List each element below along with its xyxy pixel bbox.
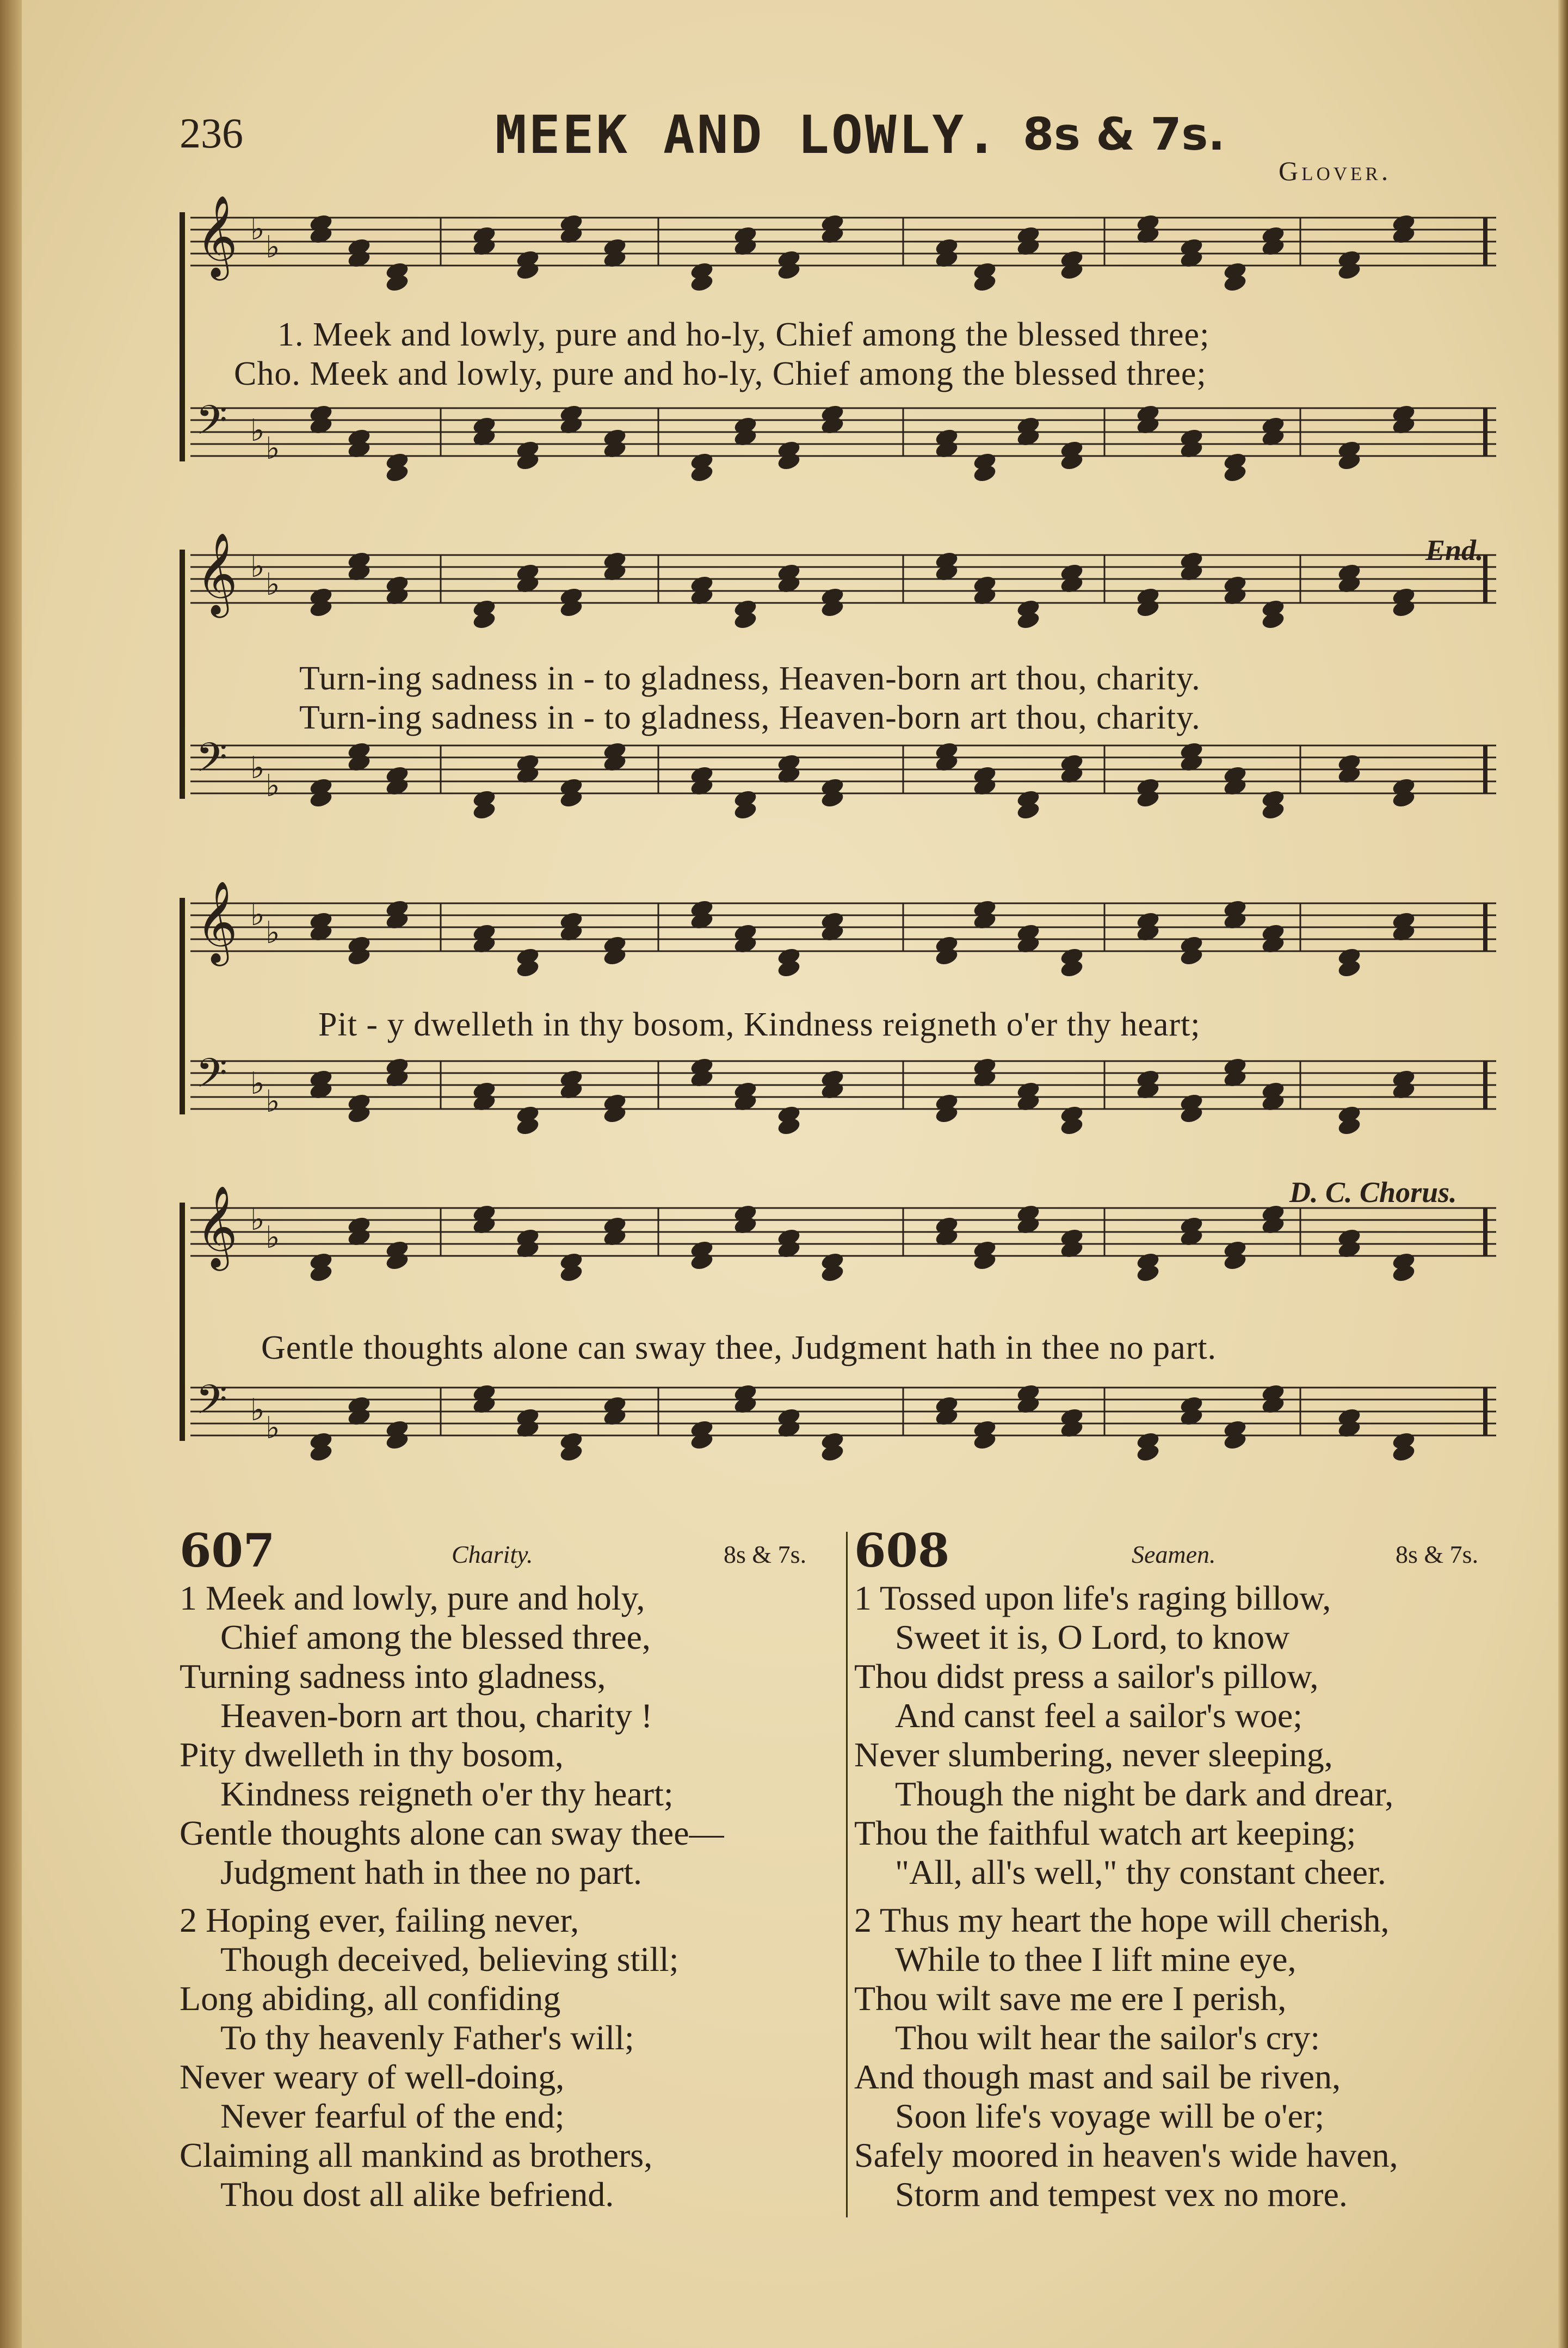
flat-sign-icon: ♭: [250, 1066, 265, 1101]
verse-line: Never weary of well-doing,: [180, 2057, 565, 2096]
lyric-line-verse: Turn-ing sadness in - to gladness, Heaven-born art thou, charity.: [299, 660, 1201, 697]
verse-line: Thou wilt hear the sailor's cry:: [895, 2018, 1320, 2057]
dc-chorus-marking: D. C. Chorus.: [1289, 1176, 1457, 1209]
system-bracket: [180, 1203, 185, 1441]
verse-line: Turning sadness into gladness,: [180, 1657, 606, 1696]
hymn-608: [854, 1524, 1507, 2231]
verse-line: 2 Hoping ever, failing never,: [180, 1901, 579, 1939]
page-header: [180, 104, 1502, 186]
verse-line: Heaven-born art thou, charity !: [220, 1696, 653, 1735]
verse-line: Safely moored in heaven's wide haven,: [854, 2136, 1398, 2174]
hymn-title: MEEK AND LOWLY.: [495, 104, 999, 165]
verse-line: Thou the faithful watch art keeping;: [854, 1814, 1356, 1852]
system-bracket: [180, 898, 185, 1114]
verse-line: Thou dost all alike befriend.: [220, 2175, 614, 2214]
lyric-line-chorus: Turn-ing sadness in - to gladness, Heaven-born art thou, charity.: [299, 699, 1201, 736]
flat-sign-icon: ♭: [250, 1202, 265, 1237]
flat-sign-icon: ♭: [250, 413, 265, 448]
lyric-line-verse: Pit - y dwelleth in thy bosom, Kindness reigneth o'er thy heart;: [318, 1006, 1201, 1043]
flat-sign-icon: ♭: [266, 431, 280, 466]
flat-sign-icon: ♭: [266, 567, 280, 602]
verse-line: Soon life's voyage will be o'er;: [895, 2097, 1325, 2135]
flat-sign-icon: ♭: [266, 1220, 280, 1255]
lyric-line-verse: 1. Meek and lowly, pure and ho-ly, Chief among the blessed three;: [277, 316, 1210, 353]
flat-sign-icon: ♭: [250, 897, 265, 933]
verse-line: Long abiding, all confiding: [180, 1979, 561, 2018]
music-system-2: [180, 522, 1507, 860]
bass-clef-icon: 𝄢: [196, 734, 227, 791]
verse-line: Chief among the blessed three,: [220, 1618, 651, 1656]
system-bracket: [180, 550, 185, 799]
verse-line: Storm and tempest vex no more.: [895, 2175, 1348, 2214]
lyric-line-chorus: Cho. Meek and lowly, pure and ho-ly, Chief among the blessed three;: [234, 355, 1207, 392]
book-spine-shadow: [0, 0, 22, 2348]
treble-clef-icon: 𝄞: [196, 1185, 238, 1267]
verse-line: Thou didst press a sailor's pillow,: [854, 1657, 1319, 1696]
hymn-number: 607: [180, 1524, 275, 1577]
verse-line: 2 Thus my heart the hope will cherish,: [854, 1901, 1390, 1939]
music-system-1: [180, 185, 1507, 522]
treble-clef-icon: 𝄞: [196, 532, 238, 614]
flat-sign-icon: ♭: [266, 915, 280, 951]
hymn-meter: 8s & 7s.: [1396, 1540, 1479, 1568]
tune-name: Seamen.: [1132, 1540, 1216, 1568]
verse-line: 1 Tossed upon life's raging billow,: [854, 1579, 1331, 1617]
hymn-meter: 8s & 7s.: [724, 1540, 807, 1568]
flat-sign-icon: ♭: [250, 549, 265, 584]
hymn-meter: 8s & 7s.: [1023, 109, 1225, 161]
flat-sign-icon: ♭: [250, 1392, 265, 1428]
verse-line: Though the night be dark and drear,: [895, 1774, 1394, 1813]
verse-line: Judgment hath in thee no part.: [220, 1853, 642, 1891]
verse-line: While to thee I lift mine eye,: [895, 1940, 1297, 1979]
bass-clef-icon: 𝄢: [196, 1050, 227, 1107]
verse-line: Never slumbering, never sleeping,: [854, 1735, 1333, 1774]
page-edge-shadow: [1558, 0, 1568, 2348]
music-system-4: [180, 1175, 1507, 1502]
system-bracket: [180, 212, 185, 461]
verse-line: Though deceived, believing still;: [220, 1940, 679, 1979]
hymn-number: 608: [854, 1524, 950, 1577]
verse-line: And canst feel a sailor's woe;: [895, 1696, 1303, 1735]
page-number: 236: [180, 109, 243, 157]
end-marking: End.: [1425, 534, 1484, 566]
tune-name: Charity.: [452, 1540, 533, 1568]
flat-sign-icon: ♭: [266, 768, 280, 804]
verse-line: Thou wilt save me ere I perish,: [854, 1979, 1287, 2018]
verse-line: 1 Meek and lowly, pure and holy,: [180, 1579, 645, 1617]
verse-line: Pity dwelleth in thy bosom,: [180, 1735, 564, 1774]
flat-sign-icon: ♭: [250, 750, 265, 786]
verse-line: And though mast and sail be riven,: [854, 2057, 1341, 2096]
verse-line: Never fearful of the end;: [220, 2097, 565, 2135]
verse-line: Claiming all mankind as brothers,: [180, 2136, 653, 2174]
flat-sign-icon: ♭: [266, 1410, 280, 1446]
verse-line: To thy heavenly Father's will;: [220, 2018, 634, 2057]
treble-clef-icon: 𝄞: [196, 194, 238, 277]
music-system-3: [180, 871, 1507, 1175]
flat-sign-icon: ♭: [250, 212, 265, 247]
flat-sign-icon: ♭: [266, 1084, 280, 1119]
treble-clef-icon: 𝄞: [196, 880, 238, 963]
verse-line: Sweet it is, O Lord, to know: [895, 1618, 1290, 1656]
flat-sign-icon: ♭: [266, 230, 280, 265]
lyric-line-verse: Gentle thoughts alone can sway thee, Judgment hath in thee no part.: [261, 1329, 1217, 1366]
composer-name: Glover.: [1279, 156, 1392, 186]
column-divider: [846, 1532, 848, 2217]
bass-clef-icon: 𝄢: [196, 397, 227, 454]
verse-line: Kindness reigneth o'er thy heart;: [220, 1774, 674, 1813]
verse-line: "All, all's well," thy constant cheer.: [895, 1853, 1386, 1891]
hymn-607: [180, 1524, 832, 2231]
bass-clef-icon: 𝄢: [196, 1376, 227, 1433]
verse-line: Gentle thoughts alone can sway thee—: [180, 1814, 724, 1852]
